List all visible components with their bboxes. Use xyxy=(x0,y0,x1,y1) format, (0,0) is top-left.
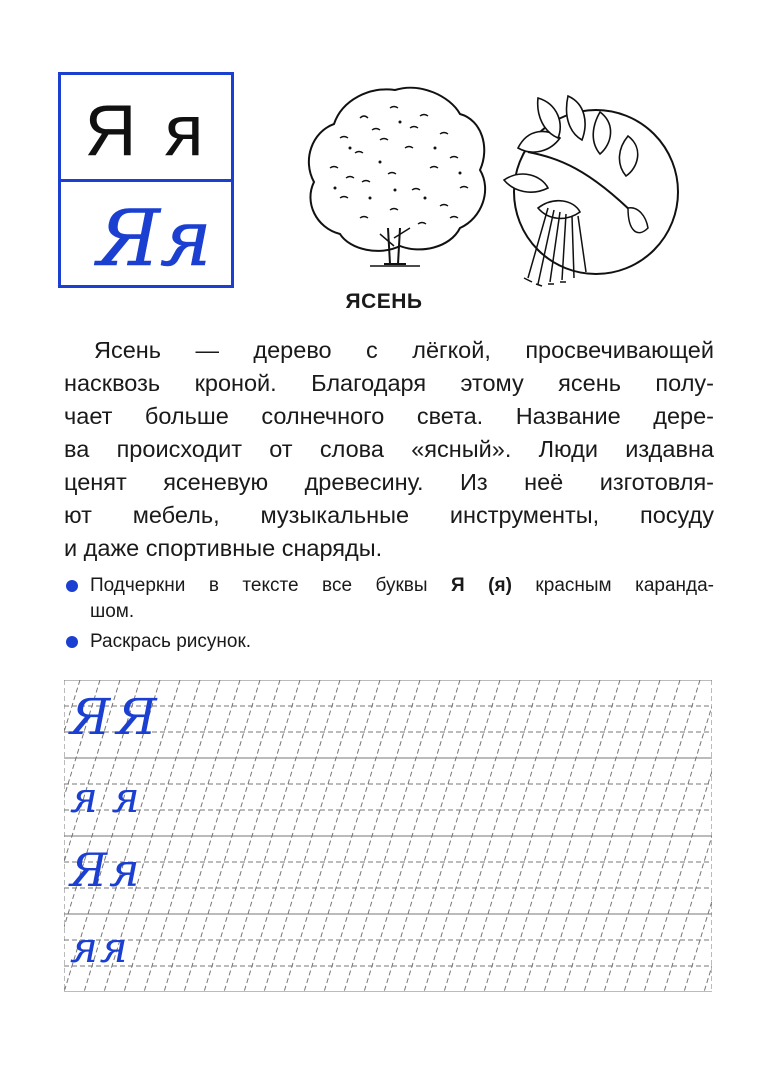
paragraph-line: ценят ясеневую древесину. Из неё изготовля- xyxy=(64,469,714,495)
task-text: Подчеркни в тексте все буквы xyxy=(90,575,452,596)
copybook-script-row: яя xyxy=(70,773,154,822)
copybook-script-row: яя xyxy=(70,923,130,972)
ash-leaf-illustration xyxy=(488,88,682,288)
printed-letter: Я я xyxy=(84,91,208,171)
task-bold-letters: Я (я) xyxy=(451,575,512,596)
task-line xyxy=(90,573,714,599)
copybook-grid xyxy=(64,680,712,992)
script-letter xyxy=(71,187,227,283)
page-title: ЯСЕНЬ xyxy=(345,290,423,313)
paragraph-line: и даже спортивные снаряды. xyxy=(64,535,383,561)
paragraph-line: насквозь кроной. Благодаря этому ясень полу- xyxy=(64,370,714,396)
tree-illustration xyxy=(300,78,490,274)
task-item xyxy=(64,573,714,625)
task-text: красным каранда- xyxy=(511,575,714,596)
paragraph-line: Ясень — дерево с лёгкой, просвечивающей xyxy=(94,337,714,363)
task-list xyxy=(64,573,714,659)
paragraph-line: ва происходит от слова «ясный». Люди издавна xyxy=(64,436,714,462)
copybook-script-row: Яя xyxy=(70,843,142,897)
paragraph-line: ют мебель, музыкальные инструменты, посуду xyxy=(64,502,714,528)
paragraph-line: чает больше солнечного света. Название дере- xyxy=(64,403,714,429)
task-item xyxy=(64,629,714,655)
letter-card xyxy=(58,72,234,288)
main-paragraph xyxy=(64,334,714,565)
bullet-icon xyxy=(66,636,78,648)
task-line: Раскрась рисунок. xyxy=(90,631,252,652)
script-letter-text: Яя xyxy=(97,194,212,283)
task-line: шом. xyxy=(90,601,135,622)
card-divider xyxy=(61,179,231,182)
copybook-script-row: ЯЯ xyxy=(70,688,163,746)
bullet-icon xyxy=(66,580,78,592)
